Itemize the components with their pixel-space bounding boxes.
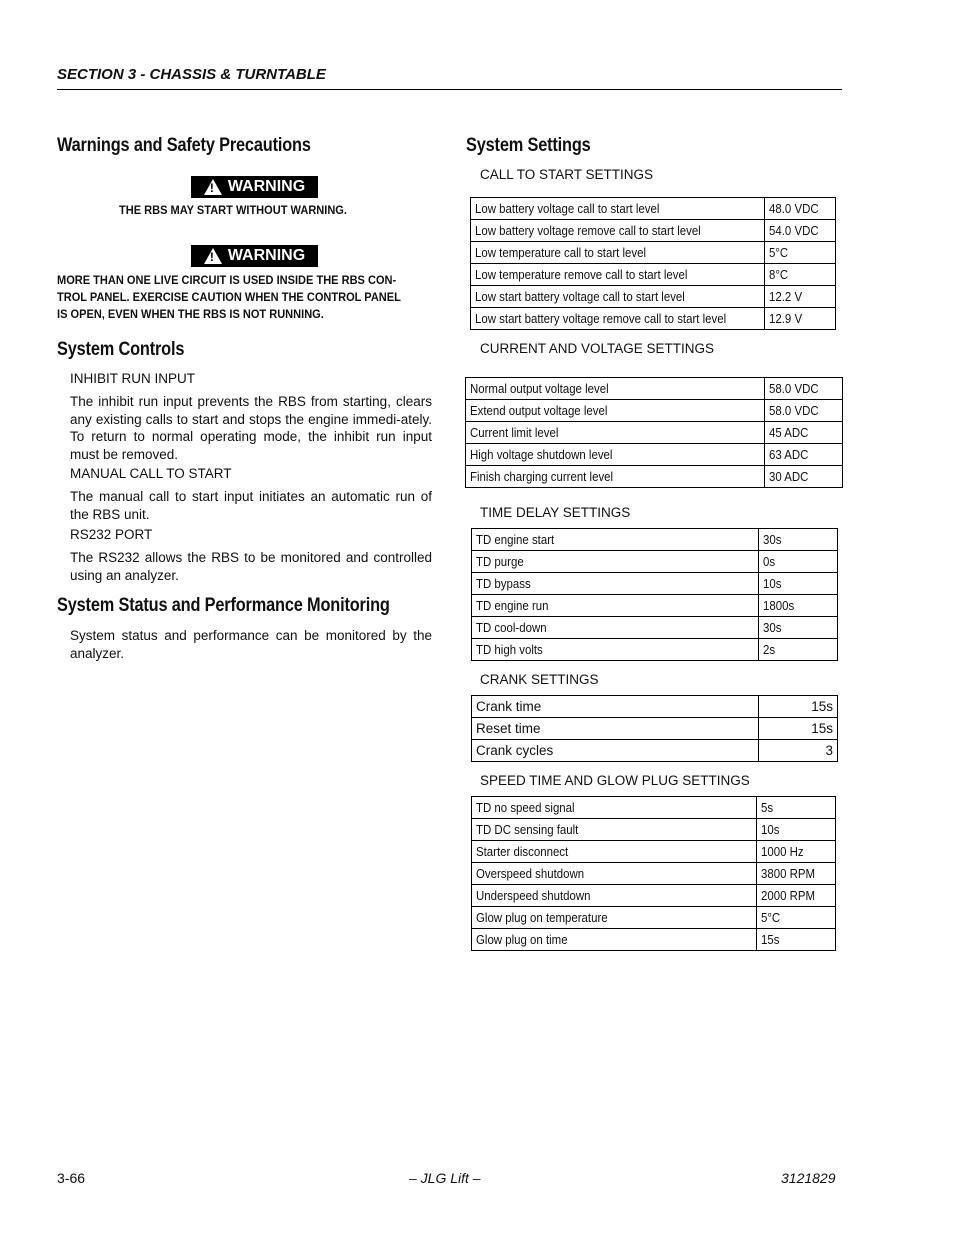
setting-name-text: Low battery voltage remove call to start level [475, 223, 701, 238]
crank-heading: CRANK SETTINGS [480, 672, 599, 687]
setting-value-text: 45 ADC [769, 425, 809, 440]
setting-name [472, 929, 757, 951]
setting-name-text: Normal output voltage level [470, 381, 609, 396]
setting-name [471, 264, 765, 286]
setting-name-text: Reset time [476, 721, 541, 736]
document-number: 3121829 [781, 1170, 836, 1186]
warning-triangle-icon: ! [204, 179, 222, 195]
setting-name-text: TD no speed signal [476, 800, 575, 815]
table-row [466, 422, 843, 444]
table-row [471, 264, 836, 286]
table-row [472, 718, 838, 740]
setting-value-text: 15s [811, 721, 833, 736]
warning-triangle-icon: ! [204, 248, 222, 264]
setting-name [472, 639, 759, 661]
inhibit-text: The inhibit run input prevents the RBS from starting, clears any existing calls to start and stops the engine immedi-ately. To return to normal operating mode, the inhibit run input must be removed. [70, 394, 432, 462]
setting-name-text: Low start battery voltage call to start level [475, 289, 685, 304]
setting-value-text: 5s [761, 800, 774, 815]
setting-value [765, 422, 843, 444]
setting-value [759, 696, 838, 718]
table-row [472, 573, 838, 595]
call-to-start-table [470, 197, 836, 330]
setting-name-text: TD purge [476, 554, 524, 569]
setting-name [472, 819, 757, 841]
table-row [472, 551, 838, 573]
table-row [466, 400, 843, 422]
setting-value-text: 30 ADC [769, 469, 809, 484]
warning-2-text [57, 272, 430, 323]
setting-name [472, 907, 757, 929]
table-row [472, 929, 836, 951]
table-row [466, 444, 843, 466]
setting-name [472, 841, 757, 863]
inhibit-heading: INHIBIT RUN INPUT [70, 371, 196, 386]
setting-name [472, 885, 757, 907]
setting-value-text: 3 [825, 743, 833, 758]
time-delay-table [471, 528, 838, 661]
setting-value-text: 0s [763, 554, 776, 569]
warning-1-text: THE RBS MAY START WITHOUT WARNING. [119, 203, 347, 217]
setting-value [759, 573, 838, 595]
setting-name-text: Crank time [476, 699, 542, 714]
table-row [472, 841, 836, 863]
warning-2-line: MORE THAN ONE LIVE CIRCUIT IS USED INSIDE THE RBS CON- [57, 273, 397, 287]
setting-name-text: Low temperature remove call to start level [475, 267, 688, 282]
setting-name-text: TD engine start [476, 532, 555, 547]
setting-name [466, 400, 765, 422]
setting-value-text: 12.2 V [769, 289, 803, 304]
setting-value [765, 400, 843, 422]
table-row [472, 907, 836, 929]
setting-value-text: 5°C [761, 910, 781, 925]
warning-2-line: IS OPEN, EVEN WHEN THE RBS IS NOT RUNNING. [57, 307, 324, 321]
current-voltage-table [465, 377, 843, 488]
setting-value [757, 819, 836, 841]
setting-name [471, 286, 765, 308]
setting-name-text: Starter disconnect [476, 844, 569, 859]
setting-value [765, 444, 843, 466]
manual-heading: MANUAL CALL TO START [70, 466, 232, 481]
table-row [472, 639, 838, 661]
setting-value-text: 63 ADC [769, 447, 809, 462]
speed-glow-heading: SPEED TIME AND GLOW PLUG SETTINGS [480, 773, 750, 788]
setting-name [471, 198, 765, 220]
setting-name-text: Low battery voltage call to start level [475, 201, 660, 216]
crank-table [471, 695, 838, 762]
speed-glow-table [471, 796, 836, 951]
table-row [472, 819, 836, 841]
setting-value-text: 3800 RPM [761, 866, 816, 881]
setting-name [471, 220, 765, 242]
header-rule [57, 89, 842, 90]
setting-value-text: 30s [763, 532, 782, 547]
setting-value-text: 48.0 VDC [769, 201, 820, 216]
setting-value [759, 595, 838, 617]
setting-value [765, 264, 836, 286]
setting-value-text: 30s [763, 620, 782, 635]
table-row [472, 696, 838, 718]
table-row [466, 378, 843, 400]
current-voltage-heading: CURRENT AND VOLTAGE SETTINGS [480, 341, 715, 356]
setting-name [472, 573, 759, 595]
page-number: 3-66 [57, 1170, 86, 1186]
setting-name [472, 740, 759, 762]
setting-name [466, 444, 765, 466]
setting-value-text: 1000 Hz [761, 844, 804, 859]
setting-value [765, 198, 836, 220]
manual-text: The manual call to start input initiates an automatic run of the RBS unit. [70, 489, 432, 522]
setting-value-text: 15s [811, 699, 833, 714]
section-header: SECTION 3 - CHASSIS & TURNTABLE [57, 66, 326, 83]
setting-name [472, 551, 759, 573]
setting-value-text: 1800s [763, 598, 795, 613]
setting-name-text: Glow plug on temperature [476, 910, 608, 925]
setting-name [472, 863, 757, 885]
rs232-text: The RS232 allows the RBS to be monitored and controlled using an analyzer. [70, 550, 432, 583]
setting-value-text: 54.0 VDC [769, 223, 820, 238]
setting-name [472, 797, 757, 819]
setting-name-text: TD DC sensing fault [476, 822, 579, 837]
setting-name-text: Current limit level [470, 425, 559, 440]
footer-brand: – JLG Lift – [409, 1170, 481, 1186]
setting-name [466, 422, 765, 444]
table-row [471, 242, 836, 264]
setting-value-text: 8°C [769, 267, 789, 282]
setting-value [757, 929, 836, 951]
warning-banner-1 [191, 176, 318, 198]
setting-name-text: TD high volts [476, 642, 543, 657]
controls-title: System Controls [57, 339, 185, 360]
setting-value-text: 10s [763, 576, 782, 591]
setting-value [759, 639, 838, 661]
setting-value-text: 2000 RPM [761, 888, 816, 903]
setting-name [472, 529, 759, 551]
setting-name-text: Underspeed shutdown [476, 888, 591, 903]
setting-name-text: Finish charging current level [470, 469, 614, 484]
setting-name [472, 617, 759, 639]
setting-value-text: 58.0 VDC [769, 381, 819, 396]
table-row [472, 740, 838, 762]
warning-2-line: TROL PANEL. EXERCISE CAUTION WHEN THE CONTROL PANEL [57, 290, 401, 304]
status-text: System status and performance can be monitored by the analyzer. [70, 628, 432, 661]
setting-value [757, 907, 836, 929]
setting-value-text: 58.0 VDC [769, 403, 819, 418]
time-delay-heading: TIME DELAY SETTINGS [480, 505, 631, 520]
setting-name-text: TD bypass [476, 576, 531, 591]
setting-value-text: 15s [761, 932, 780, 947]
setting-value-text: 2s [763, 642, 776, 657]
setting-name [471, 308, 765, 330]
table-row [472, 797, 836, 819]
setting-name-text: Low temperature call to start level [475, 245, 647, 260]
table-row [471, 308, 836, 330]
setting-name [472, 718, 759, 740]
setting-name [471, 242, 765, 264]
table-row [471, 286, 836, 308]
setting-value-text: 5°C [769, 245, 789, 260]
status-title: System Status and Performance Monitoring [57, 595, 390, 616]
settings-title: System Settings [466, 135, 591, 156]
setting-value [757, 841, 836, 863]
warning-label: WARNING [227, 247, 306, 264]
setting-value [759, 551, 838, 573]
table-row [471, 220, 836, 242]
table-row [471, 198, 836, 220]
setting-name-text: Extend output voltage level [470, 403, 608, 418]
call-to-start-heading: CALL TO START SETTINGS [480, 167, 654, 182]
table-row [472, 885, 836, 907]
setting-value [757, 797, 836, 819]
setting-value-text: 12.9 V [769, 311, 803, 326]
table-row [472, 595, 838, 617]
setting-name-text: Overspeed shutdown [476, 866, 585, 881]
setting-name-text: Low start battery voltage remove call to start level [475, 311, 727, 326]
setting-value [765, 242, 836, 264]
setting-name-text: TD cool-down [476, 620, 547, 635]
setting-name-text: TD engine run [476, 598, 549, 613]
setting-name [466, 466, 765, 488]
setting-value [759, 740, 838, 762]
setting-name-text: High voltage shutdown level [470, 447, 613, 462]
warning-banner-2 [191, 245, 318, 267]
warnings-title: Warnings and Safety Precautions [57, 135, 311, 156]
table-row [466, 466, 843, 488]
table-row [472, 529, 838, 551]
warning-label: WARNING [227, 178, 306, 195]
setting-name-text: Crank cycles [476, 743, 554, 758]
setting-name [472, 595, 759, 617]
setting-value [757, 885, 836, 907]
setting-value [765, 308, 836, 330]
setting-name [466, 378, 765, 400]
setting-value [765, 378, 843, 400]
table-row [472, 863, 836, 885]
setting-name [472, 696, 759, 718]
setting-value [765, 466, 843, 488]
rs232-heading: RS232 PORT [70, 527, 153, 542]
setting-name-text: Glow plug on time [476, 932, 568, 947]
setting-value [765, 286, 836, 308]
setting-value [759, 529, 838, 551]
setting-value [759, 718, 838, 740]
table-row [472, 617, 838, 639]
setting-value [757, 863, 836, 885]
setting-value-text: 10s [761, 822, 780, 837]
setting-value [759, 617, 838, 639]
setting-value [765, 220, 836, 242]
